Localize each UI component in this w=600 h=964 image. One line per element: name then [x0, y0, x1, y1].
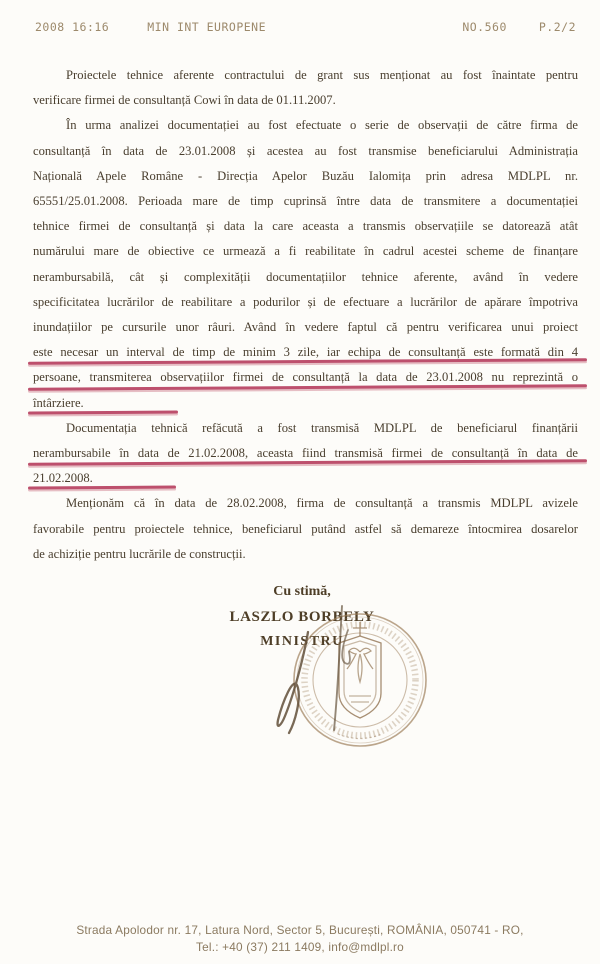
signer-name: LASZLO BORBELY — [229, 609, 375, 625]
fax-datetime: 2008 16:16 — [35, 20, 110, 34]
signature-stroke-loop — [342, 630, 350, 664]
document-line: tehnice firmei de consultanță și data la care aceasta a transmis observațiile se datorează atât — [33, 219, 578, 234]
document-line: este necesar un interval de timp de minim 3 zile, iar echipa de consultanță este formată din 4 — [33, 340, 578, 365]
document-line: de achiziție pentru lucrările de construcții. — [33, 546, 246, 561]
document-line: favorabile pentru proiectele tehnice, beneficiarul putând astfel să demareze întocmirea dosarelor — [33, 521, 578, 536]
document-line: nerambursabilă, cât și complexității documentațiilor tehnice aferente, având în vedere — [33, 269, 578, 284]
signer-title: MINISTRU — [260, 634, 344, 649]
document-line: inundațiilor pe cursurile unor râuri. Având în vedere faptul că pentru verificarea unui proiect — [33, 320, 578, 335]
paragraph — [33, 491, 578, 567]
document-line: 21.02.2008. — [33, 466, 578, 491]
document-body — [33, 63, 578, 567]
red-underline — [28, 359, 587, 365]
red-underline — [28, 410, 178, 414]
document-line: specificitatea lucrărilor de reabilitare a podurilor și de efectuare a lucrărilor de apărare împotriva — [33, 294, 578, 309]
document-line: persoane, transmiterea observațiilor firmei de consultanță la data de 23.01.2008 nu reprezintă o — [33, 365, 578, 390]
fax-sender: MIN INT EUROPENE — [147, 20, 267, 34]
red-underline — [28, 460, 587, 466]
document-line: 65551/25.01.2008. Perioada mare de timp cuprinsă între data de transmitere a documentației — [33, 194, 578, 209]
signature-stroke-vertical — [334, 606, 342, 730]
document-line: nerambursabile în data de 21.02.2008, aceasta fiind transmisă firmei de consultanță în data de — [33, 441, 578, 466]
fax-page-number: P.2/2 — [538, 20, 576, 34]
fax-number: NO.560 — [462, 20, 507, 34]
seal-eagle-body — [358, 654, 362, 682]
letterhead-footer — [0, 922, 600, 956]
document-line: numărului mare de obiective ce urmează a fi reabilitate în cadrul acestei scheme de finanțare — [33, 244, 578, 259]
paragraph — [33, 416, 578, 492]
document-line: întârziere. — [33, 391, 578, 416]
document-line: verificare firmei de consultanță Cowi în data de 01.11.2007. — [33, 93, 336, 108]
document-line: consultanță în data de 23.01.2008 și acestea au fost transmise beneficiarului Administrația — [33, 143, 578, 158]
footer-contact: Tel.: +40 (37) 211 1409, info@mdlpl.ro — [196, 940, 404, 954]
fax-header — [35, 20, 576, 34]
document-line: Națională Apele Române - Direcția Apelor Buzău Ialomița prin adresa MDLPL nr. — [33, 168, 578, 183]
red-underline — [28, 384, 587, 390]
paragraph — [33, 63, 578, 113]
red-underline — [28, 486, 176, 490]
ministry-seal — [250, 598, 450, 768]
document-line: Menționăm că în data de 28.02.2008, firma de consultanță a transmis MDLPL avizele — [66, 496, 578, 511]
document-line: Documentația tehnică refăcută a fost transmisă MDLPL de beneficiarul finanțării — [66, 420, 578, 435]
paragraph — [33, 113, 578, 415]
document-line: Proiectele tehnice aferente contractului de grant sus menționat au fost înaintate pentru — [66, 68, 578, 82]
document-line: În urma analizei documentației au fost efectuate o serie de observații de către firma de — [66, 118, 578, 133]
closing-salutation: Cu stimă, — [273, 584, 331, 599]
footer-address: Strada Apolodor nr. 17, Latura Nord, Sector 5, București, ROMÂNIA, 050741 - RO, — [76, 923, 524, 937]
